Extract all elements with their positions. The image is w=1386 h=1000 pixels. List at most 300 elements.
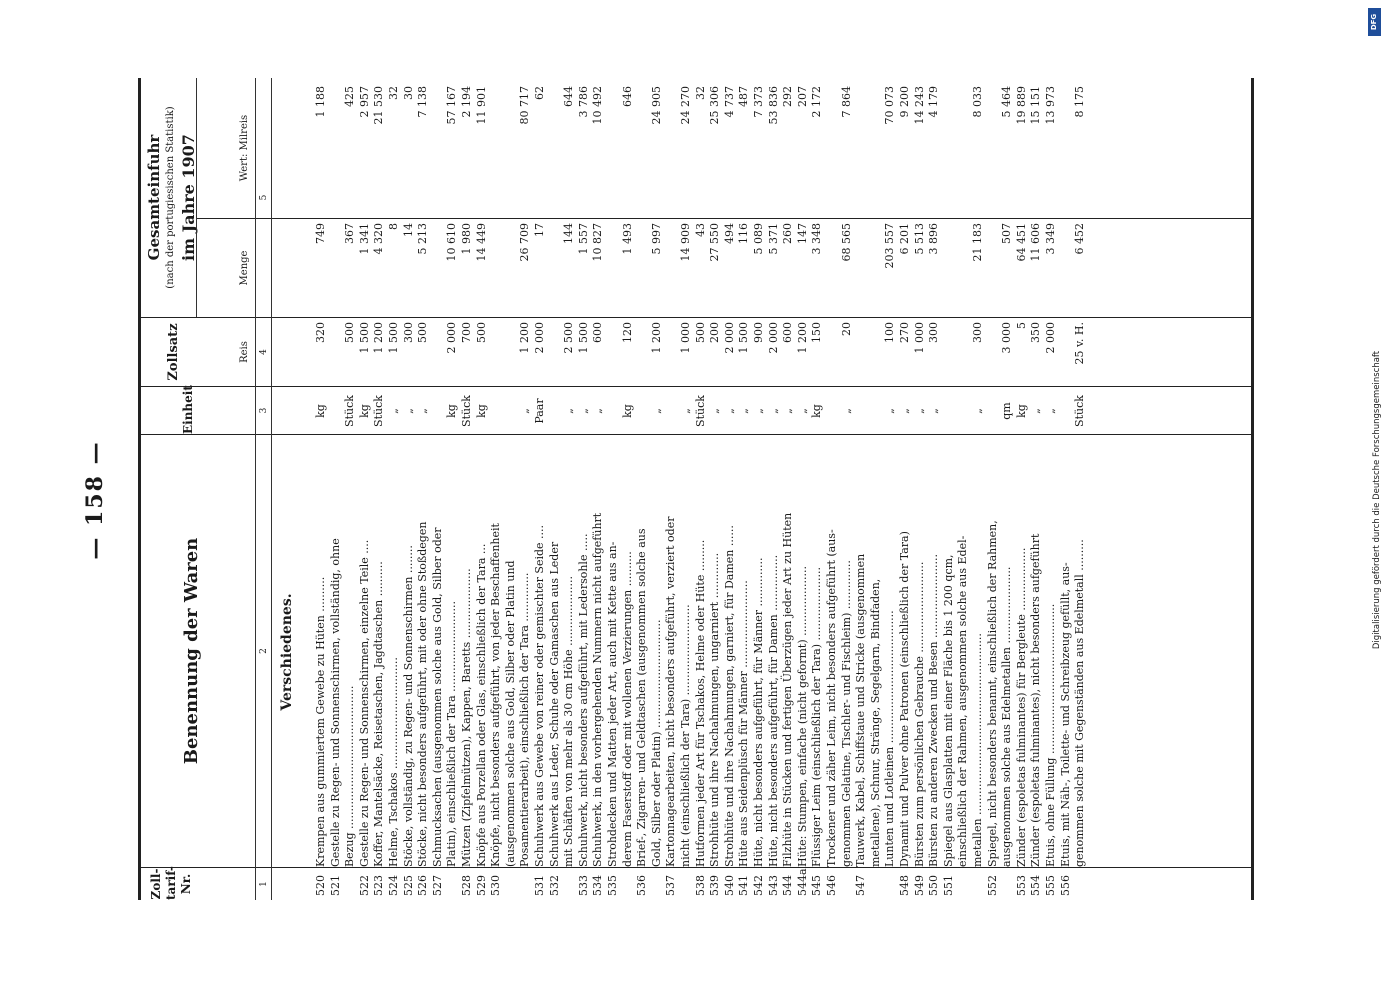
menge-cell: 1 557 [576,223,590,255]
benennung-cell: Hüte, nicht besonders aufgeführt, für Damen ................ [766,554,780,867]
tarif-nr-cell: 537 [664,875,678,896]
table-row [754,78,763,900]
table-row [900,78,909,900]
table-row [430,78,444,900]
benennung-cell: genommen solche mit Gegenständen aus Edelmetall ......... [1073,539,1087,867]
benennung-cell: Hutformen jeder Art für Tschakos, Helme oder Hüte ......... [693,539,707,867]
table-row [839,78,853,900]
menge-cell: 3 348 [810,223,824,255]
tarif-nr-cell: 550 [927,875,941,896]
wert-cell: 80 717 [518,86,532,125]
table-row [547,78,561,900]
table-row [635,78,649,900]
zollsatz-cell: 2 000 [533,322,546,354]
einheit-cell: kg [810,404,824,418]
einheit-cell: „ [912,408,926,414]
table-row [462,78,471,900]
menge-cell: 367 [343,223,357,244]
benennung-cell: ausgenommen solche aus Edelmetallen ...................... [1000,566,1014,867]
zollsatz-cell: 150 [810,322,824,343]
table-frame [138,78,1254,900]
table-row [328,78,342,900]
zollsatz-cell: 300 [401,322,415,343]
zollsatz-cell: 2 500 [562,322,576,354]
tarif-nr-cell: 539 [708,875,722,896]
dfg-badge: DFG [1368,8,1381,36]
table-row [1046,78,1055,900]
table-row [535,78,544,900]
header-statistik-note: (nach der portugiesischen Statistik) [165,106,176,289]
benennung-cell: Hüte aus Seidenplüsch für Männer ......................... [737,580,751,867]
menge-cell: 10 827 [591,223,605,262]
wert-cell: 2 172 [810,86,824,118]
einheit-cell: „ [679,408,692,414]
benennung-cell: Hüte, nicht besonders aufgeführt, für Männer .............. [752,557,765,867]
einheit-cell: „ [927,408,941,414]
benennung-cell: Tauwerk, Kabel, Schiffstaue und Stricke (ausgenommen [854,553,868,867]
zollsatz-cell: 270 [898,322,911,343]
table-row [827,78,836,900]
wert-cell: 21 530 [372,86,386,125]
tarif-nr-cell: 548 [898,875,911,896]
benennung-cell: Posamentierarbeit), einschließlich der Tara .............. [518,572,532,867]
benennung-cell: Kartonnagearbeiten, nicht besonders aufgeführt, verziert oder [664,516,678,867]
einheit-cell: „ [883,408,897,414]
menge-cell: 6 201 [898,223,911,255]
header-zollsatz: Zollsatz [166,323,181,381]
einheit-cell: „ [1044,408,1057,414]
wert-cell: 7 373 [752,86,765,118]
einheit-cell: „ [781,408,795,414]
benennung-cell: Schuhwerk aus Gewebe von reiner oder gemischter Seide .... [533,524,546,867]
menge-cell: 5 089 [752,223,765,255]
table-row [985,78,999,900]
menge-cell: 260 [781,223,795,244]
wert-cell: 57 167 [445,86,459,125]
wert-cell: 24 905 [649,86,663,125]
tarif-nr-cell: 541 [737,875,751,896]
tarif-nr-cell: 546 [825,875,838,896]
table-row [372,78,386,900]
tarif-nr-cell: 547 [854,875,868,896]
menge-cell: 14 [401,223,415,237]
tarif-nr-cell: 521 [328,875,342,896]
zollsatz-cell: 1 200 [795,322,809,354]
colno-rule [271,78,272,900]
table-row [416,78,430,900]
table-row [664,78,678,900]
digitization-note: Digitalisierung gefördert durch die Deutsche Forschungsgemeinschaft [1372,350,1382,650]
wert-cell: 3 786 [576,86,590,118]
zollsatz-cell: 1 000 [679,322,692,354]
tarif-nr-cell: 530 [489,875,503,896]
table-row [518,78,532,900]
header-zollsatz-unit: Reis [239,341,250,363]
menge-cell: 10 610 [445,223,459,262]
menge-cell: 43 [693,223,707,237]
wert-cell: 2 957 [357,86,371,118]
benennung-cell: Platin), einschließlich der Tara .......................... [445,600,459,867]
table-row [1073,78,1087,900]
table-row [316,78,325,900]
wert-cell: 7 138 [416,86,430,118]
wert-cell: 53 836 [766,86,780,125]
einheit-cell: „ [766,408,780,414]
benennung-cell: Strohdecken und Matten jeder Art, auch mit Kette aus an- [606,541,619,867]
tarif-nr-cell: 536 [635,875,649,896]
menge-cell: 4 320 [372,223,386,255]
einheit-cell: qm [1000,402,1014,420]
einheit-cell: „ [416,408,430,414]
einheit-cell: kg [474,404,488,418]
table-row [620,78,634,900]
einheit-cell: „ [971,408,984,414]
einheit-cell: „ [591,408,605,414]
header-benennung: Benennung der Waren [181,537,202,765]
benennung-cell: nicht (einschließlich der Tara) .......................... [679,604,692,867]
tarif-nr-cell: 533 [576,875,590,896]
menge-cell: 1 493 [620,223,634,255]
einheit-cell: „ [1029,408,1043,414]
einheit-cell: „ [795,408,809,414]
header-wert: Wert: Milreis [239,114,250,182]
table-row [562,78,576,900]
menge-cell: 1 341 [357,223,371,255]
table-row [389,78,398,900]
benennung-cell: Zünder (espoletas fulminantes), nicht besonders aufgeführt [1029,533,1043,867]
benennung-cell: metallene), Schnur, Stränge, Segelgarn, Bindfaden, [868,578,882,867]
zollsatz-cell: 600 [591,322,605,343]
table-row [1029,78,1043,900]
menge-cell: 68 565 [839,223,853,262]
wert-cell: 8 175 [1073,86,1087,118]
menge-cell: 5 997 [649,223,663,255]
benennung-cell: Schmucksachen (ausgenommen solche aus Gold, Silber oder [430,527,444,867]
table-row [1000,78,1014,900]
wert-cell: 2 194 [460,86,473,118]
zollsatz-cell: 1 200 [518,322,532,354]
benennung-cell: Stöcke, vollständig, zu Regen- und Sonnenschirmen ........ [401,545,415,867]
tarif-nr-cell: 525 [401,875,415,896]
menge-cell: 5 371 [766,223,780,255]
wert-cell: 24 270 [679,86,692,125]
table-row [343,78,357,900]
wert-cell: 11 901 [474,86,488,125]
tarif-nr-cell: 552 [985,875,999,896]
benennung-cell: Hüte: Stumpen, einfache (nicht geformt) .................... [795,565,809,867]
tarif-nr-cell: 542 [752,875,765,896]
header-einheit: Einheit [181,385,195,434]
benennung-cell: Schuhwerk, nicht besonders aufgeführt, mit Ledersohle ..... [576,533,590,867]
benennung-cell: derem Faserstoff oder mit wollenen Verzierungen .......... [620,551,634,867]
zollsatz-cell: 2 000 [1044,322,1057,354]
table-row [883,78,897,900]
benennung-cell: Spiegel, nicht besonders benannt, einschließlich der Rahmen, [985,520,999,867]
zollsatz-cell: 1 500 [357,322,371,354]
wert-cell: 13 973 [1044,86,1057,125]
einheit-cell: kg [620,404,634,418]
colno-4: 4 [259,349,269,355]
table-row [474,78,488,900]
tarif-nr-cell: 532 [547,875,561,896]
table-row [693,78,707,900]
menge-cell: 17 [533,223,546,237]
wert-cell: 15 151 [1029,86,1043,125]
wert-cell: 10 492 [591,86,605,125]
table-row [1058,78,1072,900]
table-row [503,78,517,900]
benennung-cell: Schuhwerk aus Leder, Schuhe oder Gamaschen aus Leder [547,541,561,867]
menge-cell: 11 606 [1029,223,1043,262]
wert-cell: 9 200 [898,86,911,118]
menge-cell: 14 449 [474,223,488,262]
zollsatz-cell: 2 000 [722,322,736,354]
menge-cell: 203 557 [883,223,897,269]
tarif-nr-cell: 534 [591,875,605,896]
benennung-cell: Helme, Tschakos ................................ [387,657,400,867]
einheit-cell: kg [445,404,459,418]
benennung-cell: Bezug ......................................... [343,685,357,867]
zollsatz-cell: 5 [1014,322,1028,329]
einheit-cell: Stück [693,395,707,427]
menge-cell: 147 [795,223,809,244]
zollsatz-cell: 300 [927,322,941,343]
table-row [722,78,736,900]
tarif-nr-cell: 531 [533,875,546,896]
zollsatz-cell: 500 [416,322,430,343]
header-rule [255,78,256,900]
colno-2: 2 [259,648,269,654]
einheit-cell: „ [576,408,590,414]
table-row [781,78,795,900]
table-row [401,78,415,900]
wert-cell: 30 [401,86,415,100]
zollsatz-cell: 700 [460,322,473,343]
wert-cell: 487 [737,86,751,107]
wert-cell: 62 [533,86,546,100]
benennung-cell: Etuis, mit Näh-, Toilette- und Schreibzeug gefüllt, aus- [1058,562,1072,867]
zollsatz-cell: 500 [693,322,707,343]
zollsatz-cell: 2 000 [445,322,459,354]
benennung-cell: Etuis, ohne Füllung ........................................... [1044,603,1057,867]
zollsatz-cell: 1 500 [737,322,751,354]
zollsatz-cell: 1 500 [576,322,590,354]
menge-cell: 1 980 [460,223,473,255]
einheit-cell: „ [401,408,415,414]
menge-cell: 27 550 [708,223,722,262]
table-row [737,78,751,900]
benennung-cell: Filzhüte in Stücken und fertigen Überzügen jeder Art zu Hüten [781,512,795,867]
wert-cell: 8 033 [971,86,984,118]
zollsatz-cell: 500 [474,322,488,343]
einheit-cell: „ [708,408,722,414]
einheit-cell: kg [357,404,371,418]
table-row [927,78,941,900]
table-row [795,78,809,900]
benennung-cell: Gold, Silber oder Platin) ............................... [649,619,663,867]
zollsatz-cell: 1 000 [912,322,926,354]
einheit-cell: kg [314,404,327,418]
einheit-cell: Stück [372,395,386,427]
tarif-nr-cell: 543 [766,875,780,896]
colno-1: 1 [259,881,269,887]
table-row [576,78,590,900]
zollsatz-cell: 350 [1029,322,1043,343]
zollsatz-cell: 3 000 [1000,322,1014,354]
colno-5: 5 [259,194,269,201]
zollsatz-cell: 900 [752,322,765,343]
einheit-cell: „ [649,408,663,414]
wert-cell: 7 864 [839,86,853,118]
benennung-cell: Gestelle zu Regen- und Sonnenschirmen, vollständig, ohne [328,538,342,867]
wert-cell: 4 179 [927,86,941,118]
wert-cell: 646 [620,86,634,107]
table-row [591,78,605,900]
tarif-nr-cell: 556 [1058,875,1072,896]
benennung-cell: Trockener und zäher Leim, nicht besonders aufgeführt (aus- [825,529,838,867]
einheit-cell: Stück [1073,395,1087,427]
table-row [810,78,824,900]
einheit-cell: Paar [533,398,546,424]
wert-cell: 207 [795,86,809,107]
zollsatz-cell: 100 [883,322,897,343]
benennung-cell: Dynamit und Pulver ohne Patronen (einschließlich der Tara) [898,531,911,867]
zollsatz-cell: 1 200 [649,322,663,354]
tarif-nr-cell: 529 [474,875,488,896]
zollsatz-cell: 200 [708,322,722,343]
tarif-nr-cell: 520 [314,875,327,896]
menge-cell: 116 [737,223,751,244]
tarif-nr-cell: 523 [372,875,386,896]
header-subrule [196,78,197,317]
table-row [649,78,663,900]
wert-cell: 644 [562,86,576,107]
benennung-cell: Stöcke, nicht besonders aufgeführt, mit oder ohne Stoßdegen [416,521,430,867]
einheit-cell: Stück [343,395,357,427]
wert-cell: 292 [781,86,795,107]
menge-cell: 3 896 [927,223,941,255]
zollsatz-cell: 500 [343,322,357,343]
table-row [912,78,926,900]
einheit-cell: Stück [460,395,473,427]
section-title: Verschiedenes. [279,593,295,711]
tarif-nr-cell: 535 [606,875,619,896]
menge-cell: 749 [314,223,327,244]
benennung-cell: Gestelle zu Regen- und Sonnenschirmen, einzelne Teile .... [357,539,371,867]
menge-cell: 26 709 [518,223,532,262]
menge-cell: 494 [722,223,736,244]
einheit-cell: „ [737,408,751,414]
tarif-nr-cell: 528 [460,875,473,896]
table-row [766,78,780,900]
wert-cell: 19 889 [1014,86,1028,125]
benennung-cell: Schuhwerk, in den vorhergehenden Nummern nicht aufgeführt [591,512,605,867]
einheit-cell: „ [752,408,765,414]
menge-cell: 144 [562,223,576,244]
einheit-cell: „ [518,408,532,414]
einheit-cell: „ [898,408,911,414]
einheit-cell: „ [839,408,853,414]
colno-3: 3 [259,407,269,414]
zollsatz-cell: 20 [839,322,853,336]
table-row [608,78,617,900]
menge-cell: 6 452 [1073,223,1087,255]
tarif-nr-cell: 545 [810,875,824,896]
benennung-cell: Knöpfe, nicht besonders aufgeführt, von jeder Beschaffenheit [489,523,503,867]
menge-cell: 14 909 [679,223,692,262]
tarif-nr-cell: 554 [1029,875,1043,896]
header-menge: Menge [239,250,250,286]
table-row [489,78,503,900]
wert-cell: 32 [387,86,400,100]
tarif-nr-cell: 553 [1014,875,1028,896]
benennung-cell: Bürsten zu anderen Zwecken und Besen ........................ [927,554,941,867]
benennung-cell: Zünder (espoletas fulminantes) für Bergleute .................. [1014,547,1028,867]
zollsatz-cell: 25 v. H. [1073,322,1087,365]
benennung-cell: Mützen (Zipfelmützen), Kappen, Baretts .................... [460,568,473,867]
wert-cell: 5 464 [1000,86,1014,118]
benennung-cell: Spiegel aus Glasplatten mit einer Fläche bis 1 200 qcm, [941,554,955,867]
table-row [941,78,955,900]
table-row [708,78,722,900]
benennung-cell: Lunten und Lotleinen ...................................... [883,610,897,867]
einheit-cell: „ [722,408,736,414]
benennung-cell: genommen Gelatine, Tischler- und Fischleim) .............. [839,560,853,867]
benennung-cell: metallen .................................................... [971,633,984,867]
benennung-cell: Brief-, Zigarren- und Geldtaschen (ausgenommen solche aus [635,528,649,867]
zollsatz-cell: 600 [781,322,795,343]
tarif-nr-cell: 522 [357,875,371,896]
table-row [956,78,970,900]
table-row [868,78,882,900]
wert-cell: 25 306 [708,86,722,125]
zollsatz-cell: 1 500 [387,322,400,354]
table-row [973,78,982,900]
einheit-cell: „ [387,408,400,414]
wert-cell: 425 [343,86,357,107]
tarif-nr-cell: 538 [693,875,707,896]
wert-cell: 32 [693,86,707,100]
zollsatz-cell: 120 [620,322,634,343]
menge-cell: 3 349 [1044,223,1057,255]
header-gesamteinfuhr: Gesamteinfuhr [145,134,163,261]
benennung-cell: Flüssiger Leim (einschließlich der Tara) ..................... [810,567,824,867]
table-row [1014,78,1028,900]
header-year: im Jahre 1907 [179,134,198,261]
benennung-cell: (ausgenommen solche aus Gold, Silber oder Platin und [503,560,517,867]
menge-cell: 8 [387,223,400,230]
menge-cell: 5 213 [416,223,430,255]
table-row [854,78,868,900]
tarif-nr-cell: 549 [912,875,926,896]
menge-cell: 64 451 [1014,223,1028,262]
menge-cell: 21 183 [971,223,984,262]
benennung-cell: einschließlich der Rahmen, ausgenommen solche aus Edel- [956,535,970,867]
wert-cell: 1 188 [314,86,327,118]
tarif-nr-cell: 555 [1044,875,1057,896]
benennung-cell: Knöpfe aus Porzellan oder Glas, einschließlich der Tara ... [474,543,488,867]
benennung-cell: Krempen aus gummiertem Gewebe zu Hüten .......... [314,576,327,867]
zollsatz-cell: 1 200 [372,322,386,354]
header-tarif-nr: Zoll- tarif- Nr. [149,866,193,900]
tarif-nr-cell: 524 [387,875,400,896]
zollsatz-cell: 320 [314,322,327,343]
benennung-cell: Strohhüte und ihre Nachahmungen, garniert, für Damen ...... [722,525,736,867]
wert-cell: 70 073 [883,86,897,125]
tarif-nr-cell: 544a [795,868,809,896]
wert-cell: 4 737 [722,86,736,118]
benennung-cell: Bürsten zum persönlichen Gebrauche .......................... [912,561,926,867]
